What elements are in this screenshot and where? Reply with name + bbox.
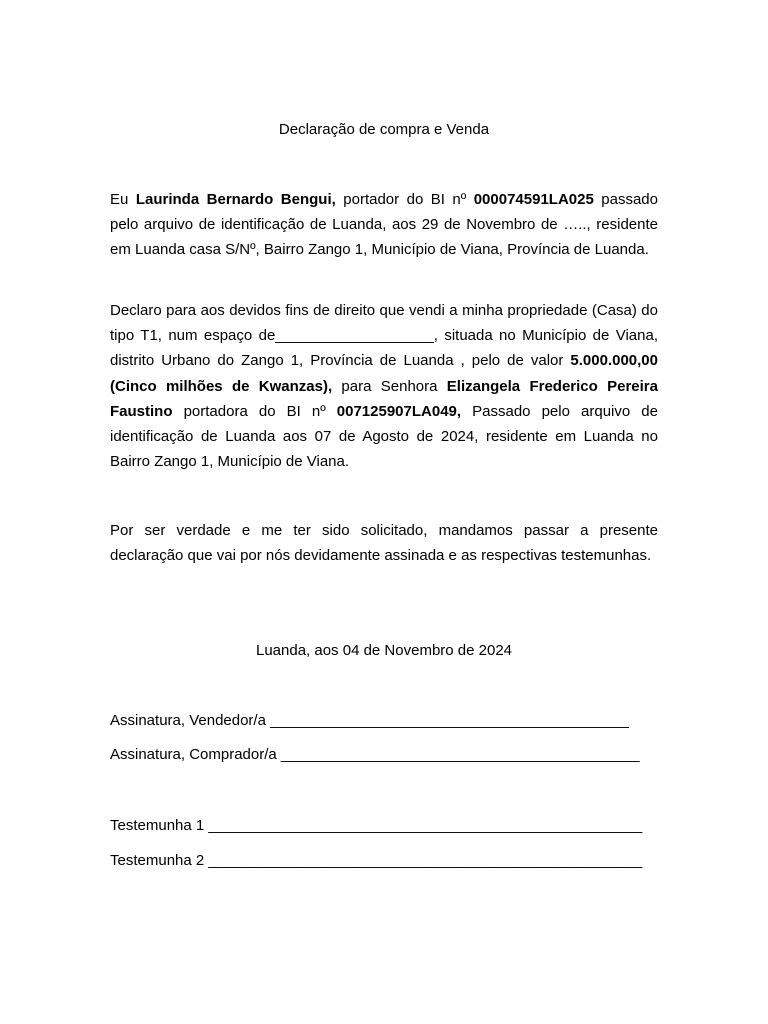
signature-buyer-line: Assinatura, Comprador/a ___________________________________________ xyxy=(110,746,640,763)
signature-seller-line: Assinatura, Vendedor/a ___________________________________________ xyxy=(110,712,629,729)
paragraph1-text-2: portador do BI nº xyxy=(335,191,474,208)
sale-value: 5.000.000,00 (Cinco milhões de Kwanzas), xyxy=(110,352,658,395)
buyer-name: Elizangela Frederico Pereira Faustino xyxy=(110,377,658,420)
witness-1-line: Testemunha 1 ____________________________________________________ xyxy=(110,817,643,834)
date-line: Luanda, aos 04 de Novembro de 2024 xyxy=(255,642,513,659)
paragraph1-text-1: Eu xyxy=(110,191,136,208)
buyer-bi-number: 007125907LA049, xyxy=(336,402,462,420)
witness-2-line: Testemunha 2 ____________________________________________________ xyxy=(110,852,643,869)
paragraph2-text-4: Passado pelo arquivo de identificação de Luanda aos 07 de Agosto de 2024, residente em Luanda no Bairro Zango 1, Município de Viana. xyxy=(110,402,658,471)
paragraph1-text-3: passado pelo arquivo de identificação de Luanda, aos 29 de Novembro de ….., residente em Luanda casa S/Nº, Bairro Zango 1, Município de Viana, Província de Luanda. xyxy=(110,191,658,259)
paragraph2-text-1: Declaro para aos devidos fins de direito que vendi a minha propriedade (Casa) do tipo T1, num espaço de___________________, situada no Município de Viana, distrito Urbano do Zango 1, Província de Luanda , pelo de valor xyxy=(110,302,658,370)
paragraph-closing: Por ser verdade e me ter sido solicitado, mandamos passar a presente declaração que vai por nós devidamente assinada e as respectivas testemunhas. xyxy=(110,522,658,565)
seller-name: Laurinda Bernardo Bengui, xyxy=(135,191,336,208)
paragraph2-text-2: para Senhora xyxy=(332,377,447,395)
paragraph-seller-identity xyxy=(110,187,658,263)
paragraph2-text-3: portadora do BI nº xyxy=(172,402,337,420)
paragraph-sale-declaration xyxy=(110,298,658,474)
document-title: Declaração de compra e Venda xyxy=(278,121,490,138)
seller-bi-number: 000074591LA025 xyxy=(473,191,594,208)
